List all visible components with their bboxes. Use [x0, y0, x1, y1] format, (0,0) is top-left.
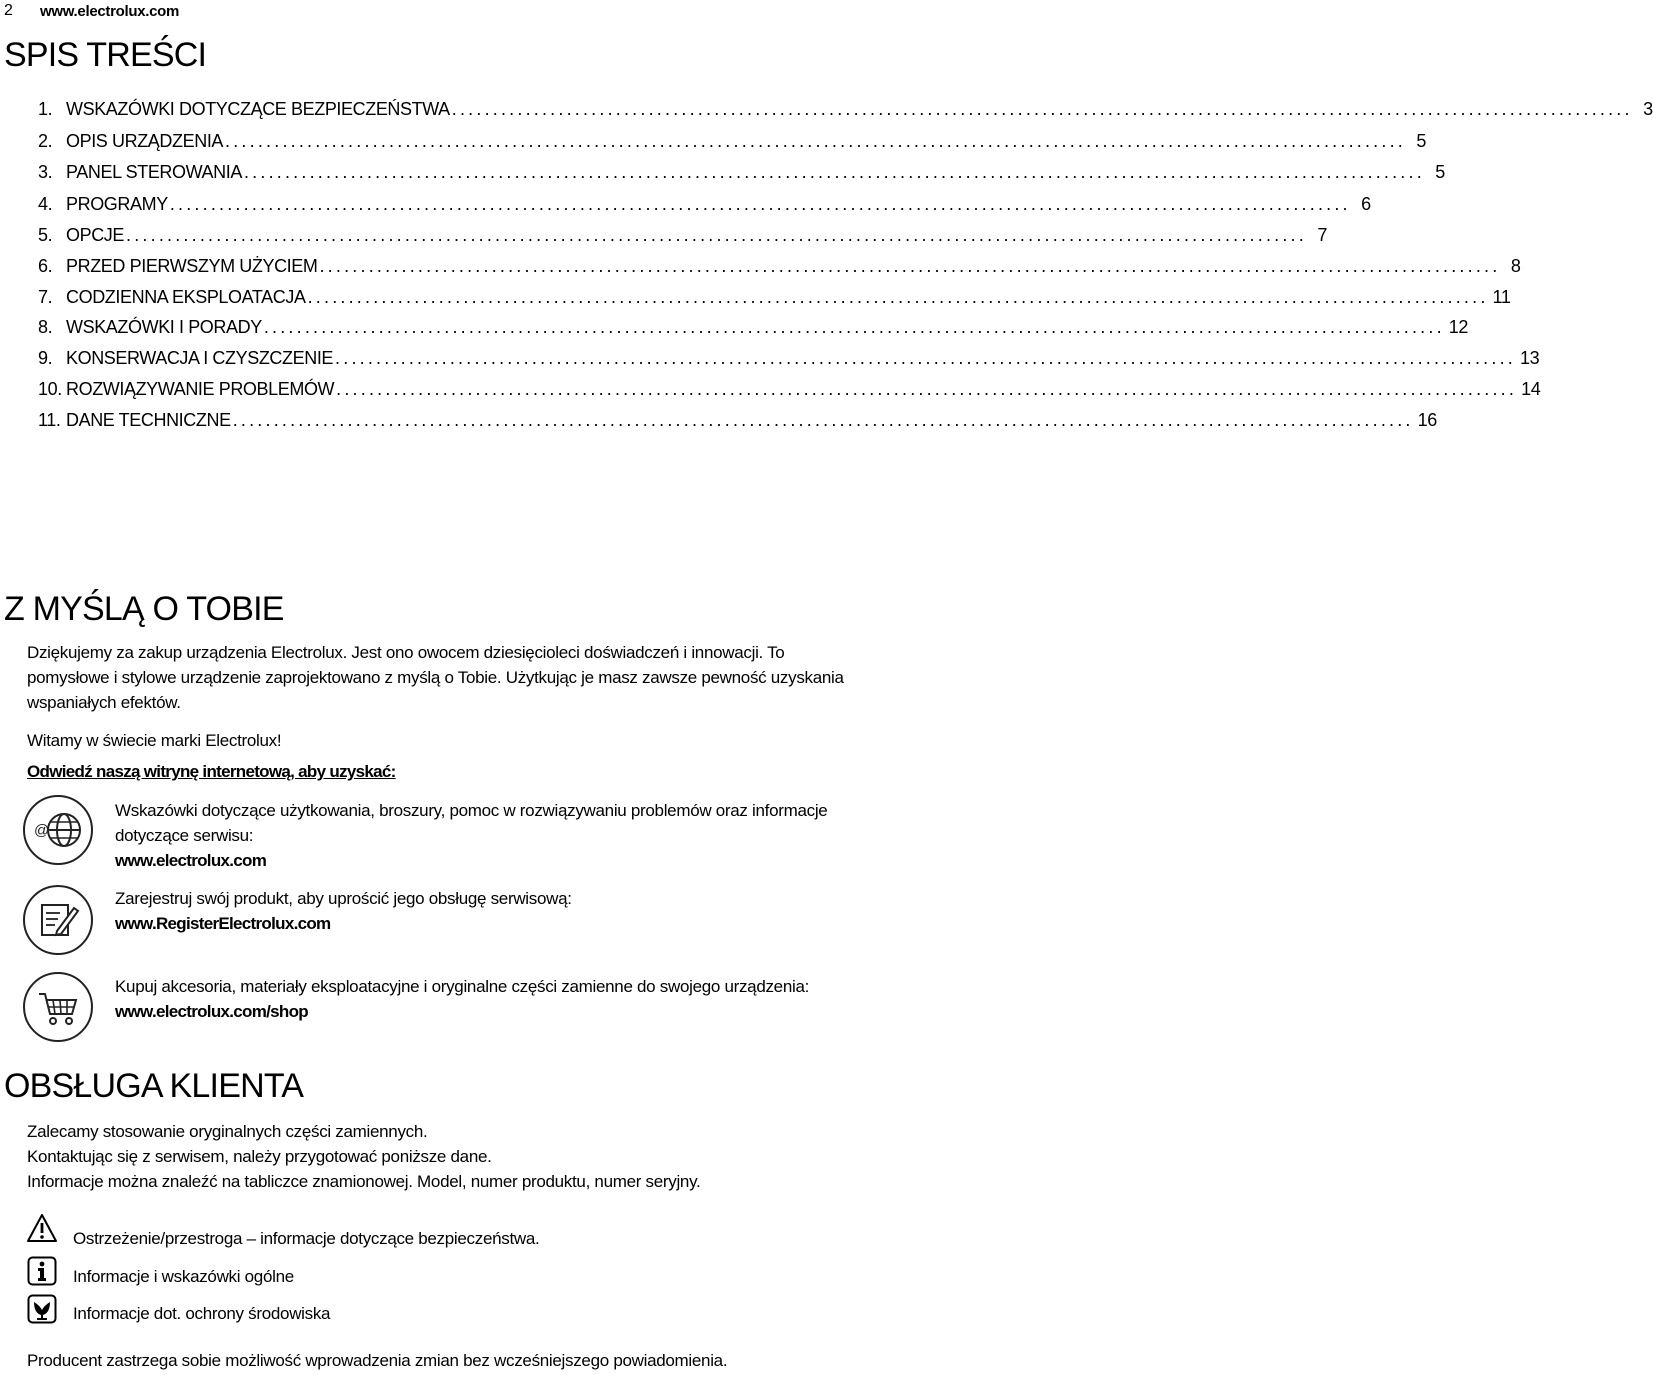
toc-leader-dots: ................................................................................................................................................: [263, 317, 1445, 337]
environment-icon: [27, 1294, 57, 1324]
service-title: OBSŁUGA KLIENTA: [4, 1067, 304, 1105]
toc-item[interactable]: [38, 256, 1521, 280]
toc-leader-dots: ................................................................................................................................................: [126, 225, 1307, 245]
toc-item-number: 10.: [38, 379, 62, 399]
legend-environment-text: Informacje dot. ochrony środowiska: [73, 1304, 331, 1323]
toc-item-number: 2.: [38, 131, 53, 151]
register-icon: [23, 885, 93, 955]
toc-item-label: PANEL STEROWANIA: [66, 162, 242, 182]
toc-item-number: 8.: [38, 317, 53, 337]
toc-item-page: 5: [1416, 131, 1426, 151]
toc-item-number: 9.: [38, 348, 53, 368]
toc-item-label: WSKAZÓWKI I PORADY: [66, 317, 262, 337]
toc-item-label: WSKAZÓWKI DOTYCZĄCE BEZPIECZEŃSTWA: [66, 99, 450, 119]
service-line: Zalecamy stosowanie oryginalnych części zamiennych.: [27, 1122, 428, 1141]
service-paragraph: [27, 1119, 957, 1194]
toc-item-page: 13: [1520, 348, 1540, 368]
legend-warning-text: Ostrzeżenie/przestroga – informacje dotyczące bezpieczeństwa.: [73, 1229, 540, 1248]
disclaimer-footer: Producent zastrzega sobie możliwość wprowadzenia zmian bez wcześniejszego powiadomienia.: [27, 1351, 728, 1370]
electrolux-link[interactable]: www.electrolux.com: [115, 851, 267, 870]
link-description: Wskazówki dotyczące użytkowania, broszury, pomoc w rozwiązywaniu problemów oraz informacje: [115, 801, 828, 820]
toc-item-page: 6: [1361, 194, 1371, 214]
register-link[interactable]: [115, 911, 955, 936]
toc-item[interactable]: [38, 162, 1445, 186]
toc-leader-dots: ................................................................................................................................................: [225, 131, 1406, 151]
info-icon: [27, 1256, 57, 1286]
toc-item-label: ROZWIĄZYWANIE PROBLEMÓW: [66, 379, 335, 399]
link-description: dotyczące serwisu:: [115, 826, 254, 845]
toc-item[interactable]: [38, 410, 1437, 434]
toc-item-label: DANE TECHNICZNE: [66, 410, 231, 430]
toc-item[interactable]: [38, 225, 1327, 249]
toc-item-page: 12: [1448, 317, 1469, 337]
page-number: 2: [4, 2, 13, 19]
toc-leader-dots: ................................................................................................................................................: [319, 256, 1501, 276]
toc-item-label: OPIS URZĄDZENIA: [66, 131, 224, 151]
toc-leader-dots: ................................................................................................................................................: [307, 287, 1489, 307]
toc-item-number: 3.: [38, 162, 53, 182]
link-block-shop: [115, 974, 955, 1024]
toc-item-page: 16: [1417, 410, 1437, 430]
warning-icon: [27, 1213, 57, 1243]
toc-item-page: 14: [1521, 379, 1541, 399]
toc-item-number: 6.: [38, 256, 53, 276]
toc-item-number: 4.: [38, 194, 53, 214]
toc-item[interactable]: [38, 194, 1371, 218]
register-link-text: www.RegisterElectrolux.com: [115, 914, 331, 933]
toc-leader-dots: ................................................................................................................................................: [169, 194, 1351, 214]
toc-item[interactable]: [38, 379, 1541, 403]
intro-line: pomysłowe i stylowe urządzenie zaprojektowano z myślą o Tobie. Użytkując je masz zawsze pewność uzyskania: [27, 668, 844, 687]
shop-link[interactable]: www.electrolux.com/shop: [115, 1002, 308, 1021]
toc-leader-dots: ................................................................................................................................................: [336, 379, 1518, 399]
svg-text:@: @: [34, 822, 50, 839]
toc-item-label: CODZIENNA EKSPLOATACJA: [66, 287, 306, 307]
toc-item[interactable]: [38, 348, 1540, 372]
toc-item-label: PRZED PIERWSZYM UŻYCIEM: [66, 256, 318, 276]
link-block-web: [115, 798, 955, 873]
web-icon: [23, 795, 93, 865]
toc-item[interactable]: [38, 99, 1653, 123]
toc-item[interactable]: [38, 287, 1511, 311]
toc-title: SPIS TREŚCI: [4, 36, 207, 74]
toc-leader-dots: ................................................................................................................................................: [243, 162, 1425, 182]
intro-line: Dziękujemy za zakup urządzenia Electrolux. Jest ono owocem dziesięcioleci doświadczeń i innowacji. To: [27, 643, 785, 662]
toc-item-label: OPCJE: [66, 225, 125, 245]
toc-leader-dots: ................................................................................................................................................: [232, 410, 1414, 430]
toc-item-page: 3: [1643, 99, 1653, 119]
service-line: Kontaktując się z serwisem, należy przygotować poniższe dane.: [27, 1147, 492, 1166]
toc-item-label: PROGRAMY: [66, 194, 168, 214]
toc-item-page: 8: [1510, 256, 1521, 276]
shop-cart-icon: [23, 972, 93, 1042]
toc-item-label: KONSERWACJA I CZYSZCZENIE: [66, 348, 334, 368]
service-line: Informacje można znaleźć na tabliczce znamionowej. Model, numer produktu, numer seryjny.: [27, 1172, 701, 1191]
toc-leader-dots: ................................................................................................................................................: [451, 99, 1633, 119]
toc-item[interactable]: [38, 131, 1426, 155]
toc-item-number: 11.: [38, 410, 61, 430]
toc-item-page: 7: [1317, 225, 1327, 245]
visit-website-text: Odwiedź naszą witrynę internetową, aby uzyskać:: [27, 762, 396, 781]
toc-item-number: 1.: [38, 99, 53, 119]
toc-item-number: 5.: [38, 225, 53, 245]
about-title: Z MYŚLĄ O TOBIE: [4, 590, 284, 628]
header-url-link[interactable]: www.electrolux.com: [40, 3, 180, 20]
legend-info-text: Informacje i wskazówki ogólne: [73, 1267, 294, 1286]
toc-item[interactable]: [38, 317, 1469, 341]
toc-item-page: 5: [1435, 162, 1445, 182]
intro-paragraph: [27, 640, 957, 715]
toc-leader-dots: ................................................................................................................................................: [335, 348, 1516, 368]
link-description: Zarejestruj swój produkt, aby uprościć jego obsługę serwisową:: [115, 889, 572, 908]
welcome-text: Witamy w świecie marki Electrolux!: [27, 731, 282, 750]
toc-item-number: 7.: [38, 287, 53, 307]
intro-line: wspaniałych efektów.: [27, 693, 181, 712]
toc-item-page: 11: [1492, 287, 1511, 307]
link-block-register: [115, 886, 955, 936]
link-description: Kupuj akcesoria, materiały eksploatacyjne i oryginalne części zamienne do swojego urządzenia:: [115, 977, 810, 996]
